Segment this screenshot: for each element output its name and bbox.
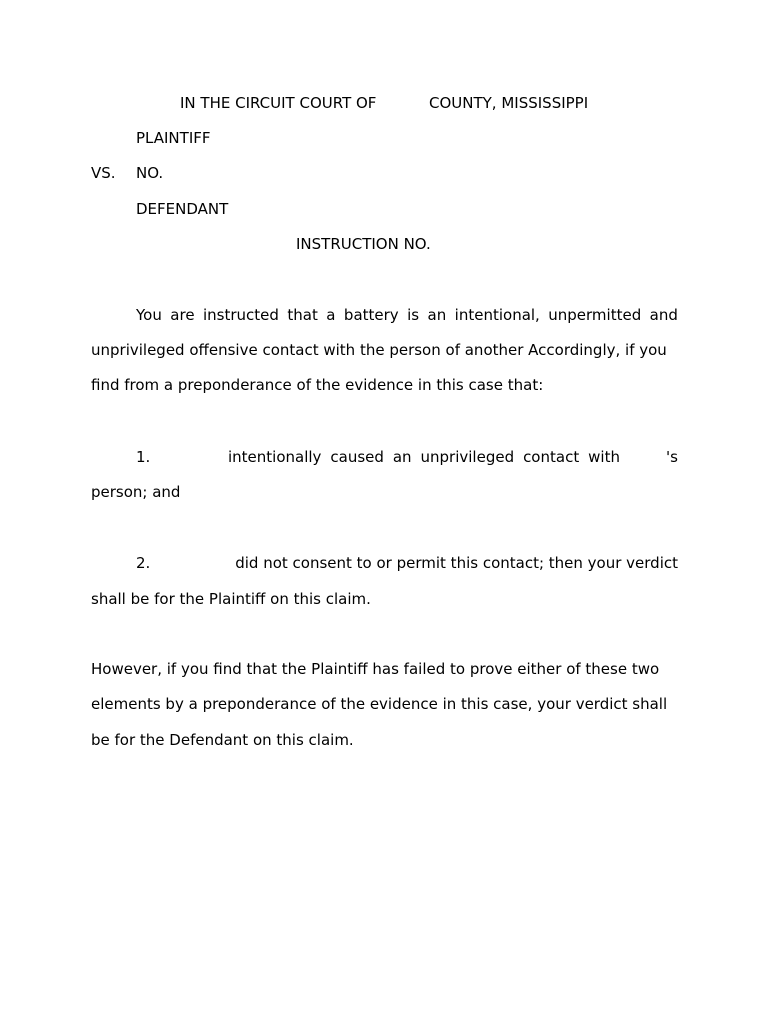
word: You xyxy=(136,306,162,324)
word: and xyxy=(649,306,678,324)
word: a xyxy=(326,306,336,324)
paragraph1-line3: find from a preponderance of the evidence in this case that: xyxy=(91,376,544,394)
word: battery xyxy=(343,306,399,324)
element2-number: 2. xyxy=(136,554,151,572)
word: intentional, xyxy=(454,306,540,324)
word: contact xyxy=(523,448,580,466)
word: an xyxy=(392,448,412,466)
element2-line1: did not consent to or permit this contact; then your verdict xyxy=(235,554,678,572)
word: an xyxy=(427,306,447,324)
plaintiff-label: PLAINTIFF xyxy=(136,129,211,147)
word: that xyxy=(287,306,318,324)
element1-possessive: 's xyxy=(666,448,678,466)
element1-line1 xyxy=(228,448,620,466)
word: with xyxy=(588,448,620,466)
word: intentionally xyxy=(228,448,322,466)
paragraph-final-line2: elements by a preponderance of the evidence in this case, your verdict shall xyxy=(91,695,668,713)
case-number-label: NO. xyxy=(136,164,164,182)
paragraph-final-line3: be for the Defendant on this claim. xyxy=(91,731,354,749)
paragraph-final-line1: However, if you find that the Plaintiff has failed to prove either of these two xyxy=(91,660,660,678)
element1-line2: person; and xyxy=(91,483,181,501)
defendant-label: DEFENDANT xyxy=(136,200,229,218)
instruction-title: INSTRUCTION NO. xyxy=(296,235,431,253)
court-heading-prefix: IN THE CIRCUIT COURT OF xyxy=(180,94,377,112)
word: caused xyxy=(330,448,384,466)
word: are xyxy=(170,306,195,324)
court-heading-suffix: COUNTY, MISSISSIPPI xyxy=(429,94,589,112)
word: unprivileged xyxy=(420,448,515,466)
word: unpermitted xyxy=(548,306,642,324)
word: instructed xyxy=(203,306,279,324)
vs-label: VS. xyxy=(91,164,116,182)
element2-line2: shall be for the Plaintiff on this claim. xyxy=(91,590,371,608)
paragraph1-line1 xyxy=(136,306,678,324)
word: is xyxy=(407,306,420,324)
paragraph1-line2: unprivileged offensive contact with the person of another Accordingly, if you xyxy=(91,341,667,359)
element1-number: 1. xyxy=(136,448,151,466)
